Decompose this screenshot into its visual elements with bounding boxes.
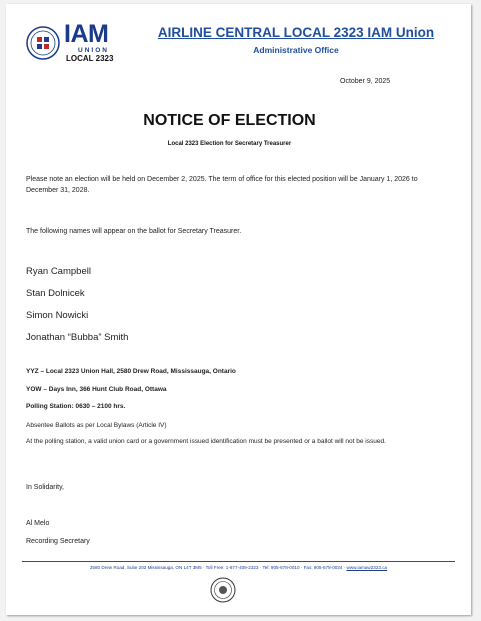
union-seal-icon <box>26 26 60 60</box>
closing-salutation: In Solidarity, <box>26 484 64 491</box>
iam-union-logo <box>26 22 126 64</box>
ballot-intro-paragraph: The following names will appear on the ballot for Secretary Treasurer. <box>26 228 242 235</box>
identification-requirement-paragraph: At the polling station, a valid union card or a government issued identification must be presented or a ballot will not be issued. <box>26 438 386 445</box>
polling-location-yow: YOW – Days Inn, 366 Hunt Club Road, Ottawa <box>26 386 167 393</box>
candidate-name: Jonathan “Bubba” Smith <box>26 332 129 343</box>
footer-divider <box>22 561 455 562</box>
candidate-name: Stan Dolnicek <box>26 288 85 299</box>
logo-local-text: LOCAL 2323 <box>66 54 114 63</box>
signer-title: Recording Secretary <box>26 538 90 545</box>
signer-name: Al Melo <box>26 520 50 527</box>
letter-date: October 9, 2025 <box>340 78 391 85</box>
footer-address: 2580 Drew Road, Suite 202 Mississauga, ON L4T 3M5 · Toll Free: 1-877-409-2323 · Tel: 905-678-0010 · Fax: 905-678-0034 · <box>89 565 347 570</box>
footer-seal-icon <box>210 577 236 603</box>
notice-subtitle: Local 2323 Election for Secretary Treasurer <box>167 141 292 147</box>
logo-iam-text: IAM <box>64 20 109 48</box>
polling-station-hours: Polling Station: 0630 – 2100 hrs. <box>26 403 126 410</box>
letter-page <box>6 4 471 615</box>
organization-subtitle: Administrative Office <box>253 45 339 55</box>
organization-title: AIRLINE CENTRAL LOCAL 2323 IAM Union <box>157 25 435 40</box>
logo-union-text: UNION <box>78 47 109 54</box>
candidate-name: Simon Nowicki <box>26 310 89 321</box>
notice-title: NOTICE OF ELECTION <box>143 112 316 129</box>
footer-website-link[interactable]: www.iamaw2323.ca <box>346 565 388 570</box>
election-date-paragraph: Please note an election will be held on December 2, 2025. The term of office for this elected position will be January 1, 2026 to December 31, 2028. <box>26 176 418 194</box>
polling-location-yyz: YYZ – Local 2323 Union Hall, 2580 Drew Road, Mississauga, Ontario <box>26 368 236 375</box>
footer-contact <box>6 565 471 570</box>
absentee-ballot-note: Absentee Ballots as per Local Bylaws (Article IV) <box>26 422 167 429</box>
candidate-name: Ryan Campbell <box>26 266 91 277</box>
